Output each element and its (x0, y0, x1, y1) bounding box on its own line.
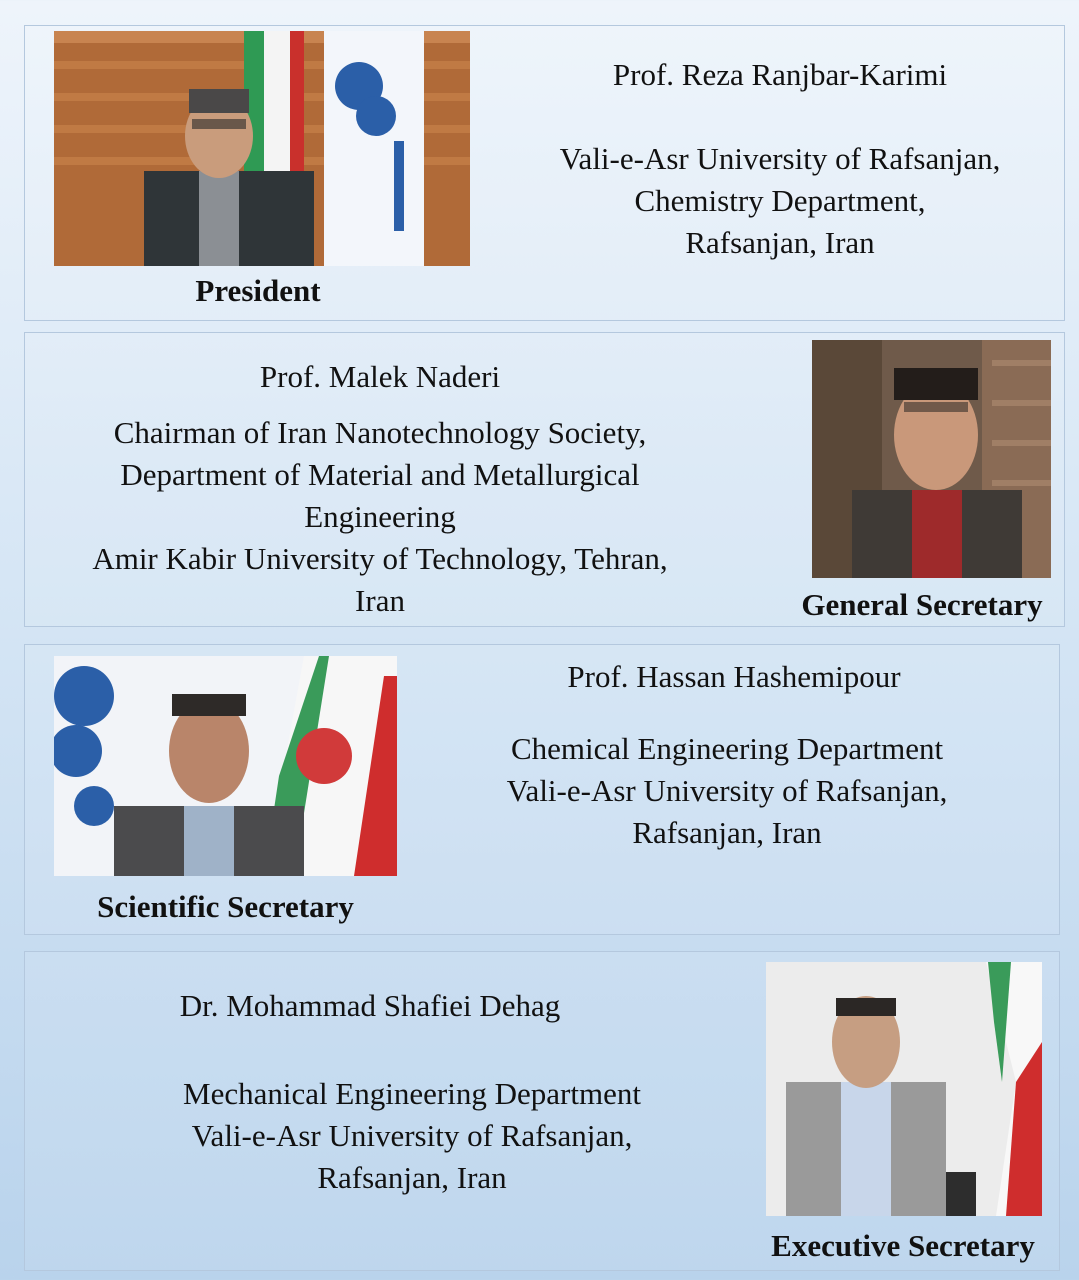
portrait-president-photo (54, 31, 470, 266)
role-label-executive-secretary: Executive Secretary (771, 1228, 1035, 1263)
affiliation-line: Chemical Engineering Department (510, 731, 944, 766)
affiliation-line: Engineering (304, 499, 456, 534)
affiliation-line: Department of Material and Metallurgical (120, 457, 640, 492)
affiliation-line: Amir Kabir University of Technology, Tehran, (92, 541, 668, 576)
affiliation-line: Rafsanjan, Iran (317, 1160, 507, 1195)
member-affiliation-president (480, 138, 1079, 264)
affiliation-line: Iran (355, 583, 405, 618)
member-name-president: Prof. Reza Ranjbar-Karimi (612, 57, 948, 92)
member-affiliation-executive-secretary (112, 1073, 712, 1199)
role-label-president: President (195, 273, 321, 308)
role-label-general-secretary: General Secretary (801, 587, 1043, 622)
affiliation-line: Rafsanjan, Iran (685, 225, 875, 260)
portrait-scientific-secretary-photo (54, 656, 397, 876)
portrait-executive-secretary-photo (766, 962, 1042, 1216)
member-name-general-secretary: Prof. Malek Naderi (259, 359, 501, 394)
member-name-scientific-secretary: Prof. Hassan Hashemipour (567, 659, 901, 694)
role-label-scientific-secretary: Scientific Secretary (97, 889, 354, 924)
affiliation-line: Vali-e-Asr University of Rafsanjan, (506, 773, 948, 808)
affiliation-line: Vali-e-Asr University of Rafsanjan, (559, 141, 1001, 176)
member-affiliation-general-secretary (30, 412, 730, 622)
portrait-general-secretary-photo (812, 340, 1051, 578)
member-affiliation-scientific-secretary (427, 728, 1027, 854)
affiliation-line: Chemistry Department, (634, 183, 926, 218)
member-name-executive-secretary: Dr. Mohammad Shafiei Dehag (179, 988, 561, 1023)
affiliation-line: Chairman of Iran Nanotechnology Society, (113, 415, 647, 450)
affiliation-line: Mechanical Engineering Department (183, 1076, 641, 1111)
affiliation-line: Rafsanjan, Iran (632, 815, 822, 850)
affiliation-line: Vali-e-Asr University of Rafsanjan, (191, 1118, 633, 1153)
